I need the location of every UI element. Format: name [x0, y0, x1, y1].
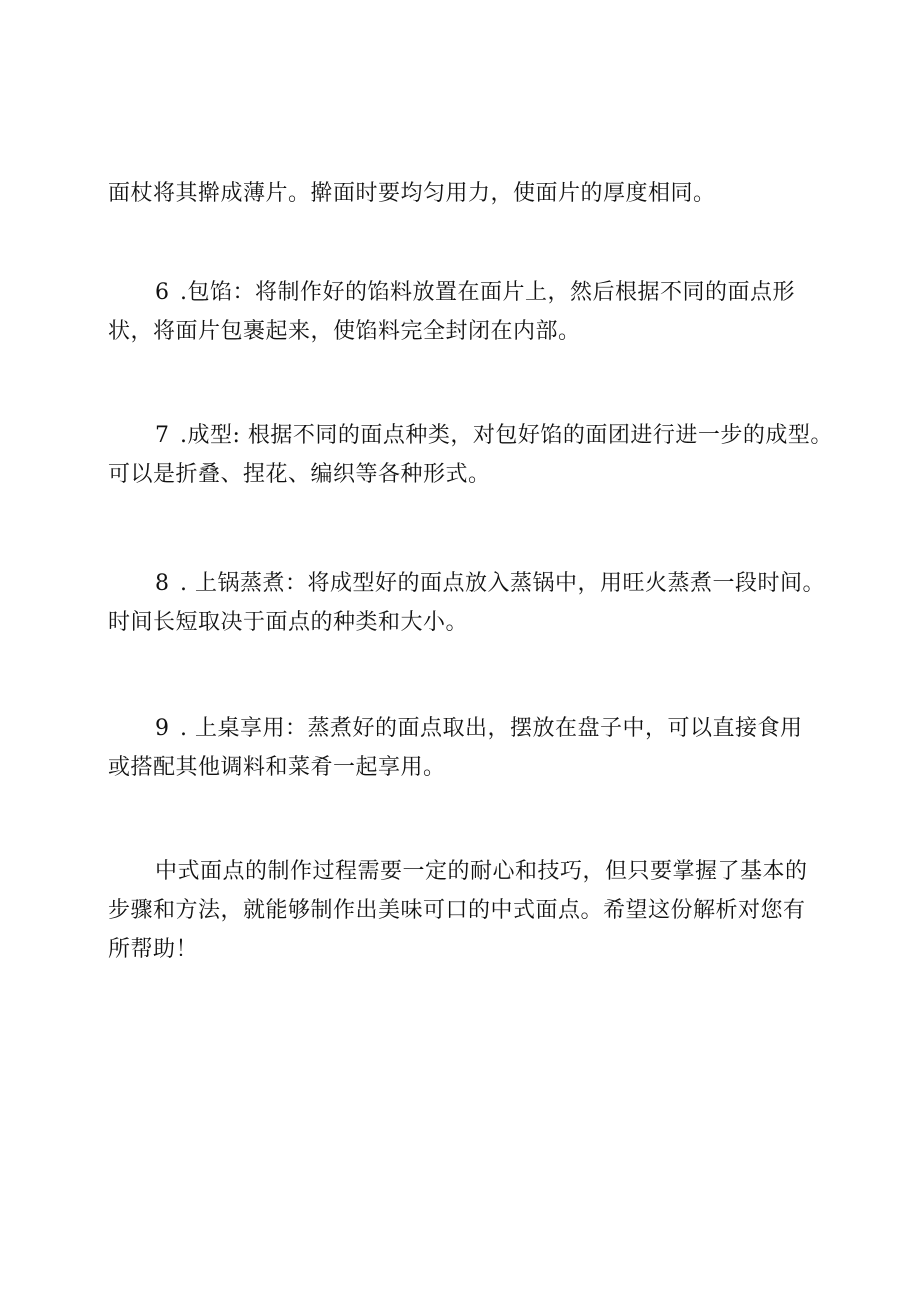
- text-line: [108, 709, 820, 748]
- step-8-paragraph: [108, 564, 825, 642]
- text-line: 时间长短取决于面点的种类和大小。: [108, 610, 469, 635]
- step-number: 7: [155, 423, 170, 448]
- step-number: 9: [155, 716, 170, 741]
- text-line: [108, 416, 833, 455]
- text-line: 面杖将其擀成薄片。擀面时要均匀用力，使面片的厚度相同。: [108, 181, 716, 206]
- text-line: 中式面点的制作过程需要一定的耐心和技巧，但只要掌握了基本的: [155, 859, 808, 884]
- step-text: . 上锅蒸煮：将成型好的面点放入蒸锅中，用旺火蒸煮一段时间。: [180, 571, 825, 596]
- text-line: [108, 564, 825, 603]
- step-number: 8: [155, 571, 170, 596]
- paragraph-continuation: [108, 174, 820, 213]
- text-line: 所帮助！: [108, 937, 199, 962]
- conclusion-paragraph: [108, 852, 820, 969]
- step-number: 6: [155, 280, 170, 305]
- text-line: 可以是折叠、捏花、编织等各种形式。: [108, 462, 491, 487]
- step-9-paragraph: [108, 709, 820, 787]
- text-line: 状，将面片包裹起来，使馅料完全封闭在内部。: [108, 319, 581, 344]
- step-text: .成型: 根据不同的面点种类，对包好馅的面团进行进一步的成型。: [180, 423, 833, 448]
- step-6-paragraph: [108, 273, 820, 351]
- step-text: . 上桌享用：蒸煮好的面点取出，摆放在盘子中，可以直接食用: [180, 716, 803, 741]
- step-7-paragraph: [108, 416, 833, 494]
- text-line: [108, 273, 820, 312]
- text-line: 或搭配其他调料和菜肴一起享用。: [108, 755, 446, 780]
- step-text: .包馅：将制作好的馅料放置在面片上，然后根据不同的面点形: [180, 280, 795, 305]
- text-line: 步骤和方法，就能够制作出美味可口的中式面点。希望这份解析对您有: [108, 898, 806, 923]
